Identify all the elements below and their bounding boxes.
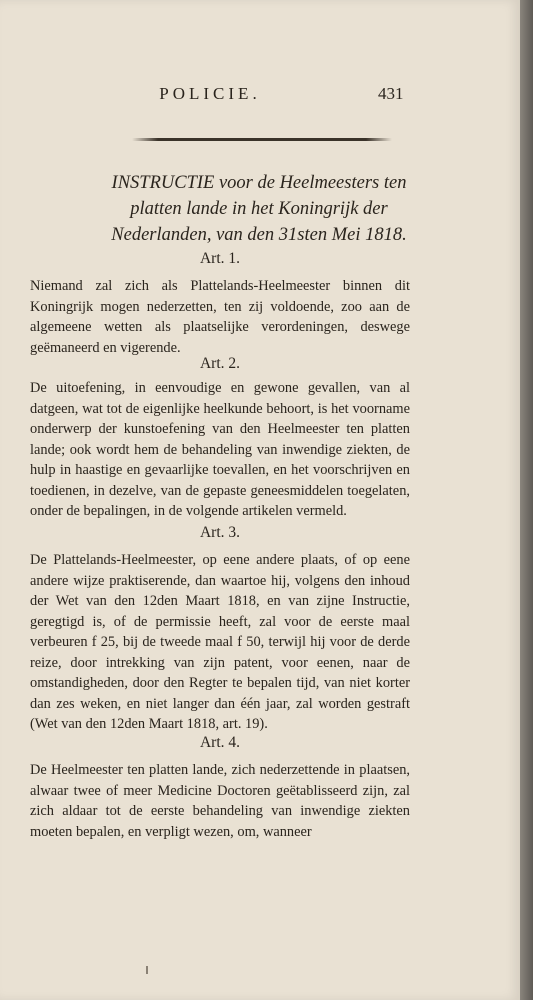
article-2-text: De uitoefening, in eenvoudige en gewone gevallen, van al datgeen, wat tot de eigenlijke heelkunde behoort, is het voorname onderwerp der kunstoefening van den Heelmeester ten platten lande; ook wordt hem de behandeling van inwendige ziekten, de hulp in haastige en gevaarlijke toevallen, en het voorschrijven en toedienen, in dezelve, van de gepaste geneesmiddelen toegelaten, onder de bepalingen, in de volgende artikelen vermeld.: [30, 380, 410, 519]
page-edge: [520, 0, 533, 1000]
article-heading: Art. 2.: [199, 355, 241, 372]
decorative-rule: [132, 138, 392, 141]
instruction-title: [104, 170, 414, 248]
article-text: [30, 550, 410, 735]
title-line: Nederlanden, van den 31sten Mei 1818.: [111, 225, 407, 245]
article-4-text: De Heelmeester ten platten lande, zich nederzettende in plaatsen, alwaar twee of meer Medicine Doctoren geëtablisseerd zijn, zal zich aldaar tot de eerste behandeling van inwendige ziekten moeten bepalen, en verpligt wezen, om, wanneer: [30, 762, 410, 840]
title-line: INSTRUCTIE voor de Heelmeesters ten: [111, 173, 407, 193]
running-title: POLICIE.: [159, 84, 261, 103]
article-heading: Art. 3.: [199, 524, 241, 541]
title-line: platten lande in het Koningrijk der: [130, 199, 388, 219]
article-text: [30, 378, 410, 522]
page-number: 431: [378, 84, 404, 103]
ink-mark: [146, 966, 148, 974]
running-head: [0, 84, 520, 108]
article-3-text: De Plattelands-Heelmeester, op eene andere plaats, of op eene andere wijze praktiserende, dan waartoe hij, volgens den inhoud der Wet van den 12den Maart 1818, en van zijne Instructie, geregtigd is, of de permissie heeft, zal voor de eerste maal verbeuren f 25, bij de tweede maal f 50, terwijl hij voor de derde reize, door intrekking van zijn patent, voor eenen, naar de omstandigheden, door den Regter te bepalen tijd, van niet korter dan zes weken, en niet langer dan één jaar, zal worden gestraft (Wet van den 12den Maart 1818, art. 19).: [30, 552, 410, 732]
article-heading: Art. 4.: [199, 734, 241, 751]
article-1-text: Niemand zal zich als Plattelands-Heelmeester binnen dit Koningrijk mogen nederzetten, ten zij voldoende, zoo aan de algemeene wetten als plaatselijke verordeningen, deswege geëmaneerd en vigerende.: [30, 278, 410, 356]
article-heading: Art. 1.: [199, 250, 241, 267]
article-text: [30, 760, 410, 842]
article-text: [30, 276, 410, 358]
